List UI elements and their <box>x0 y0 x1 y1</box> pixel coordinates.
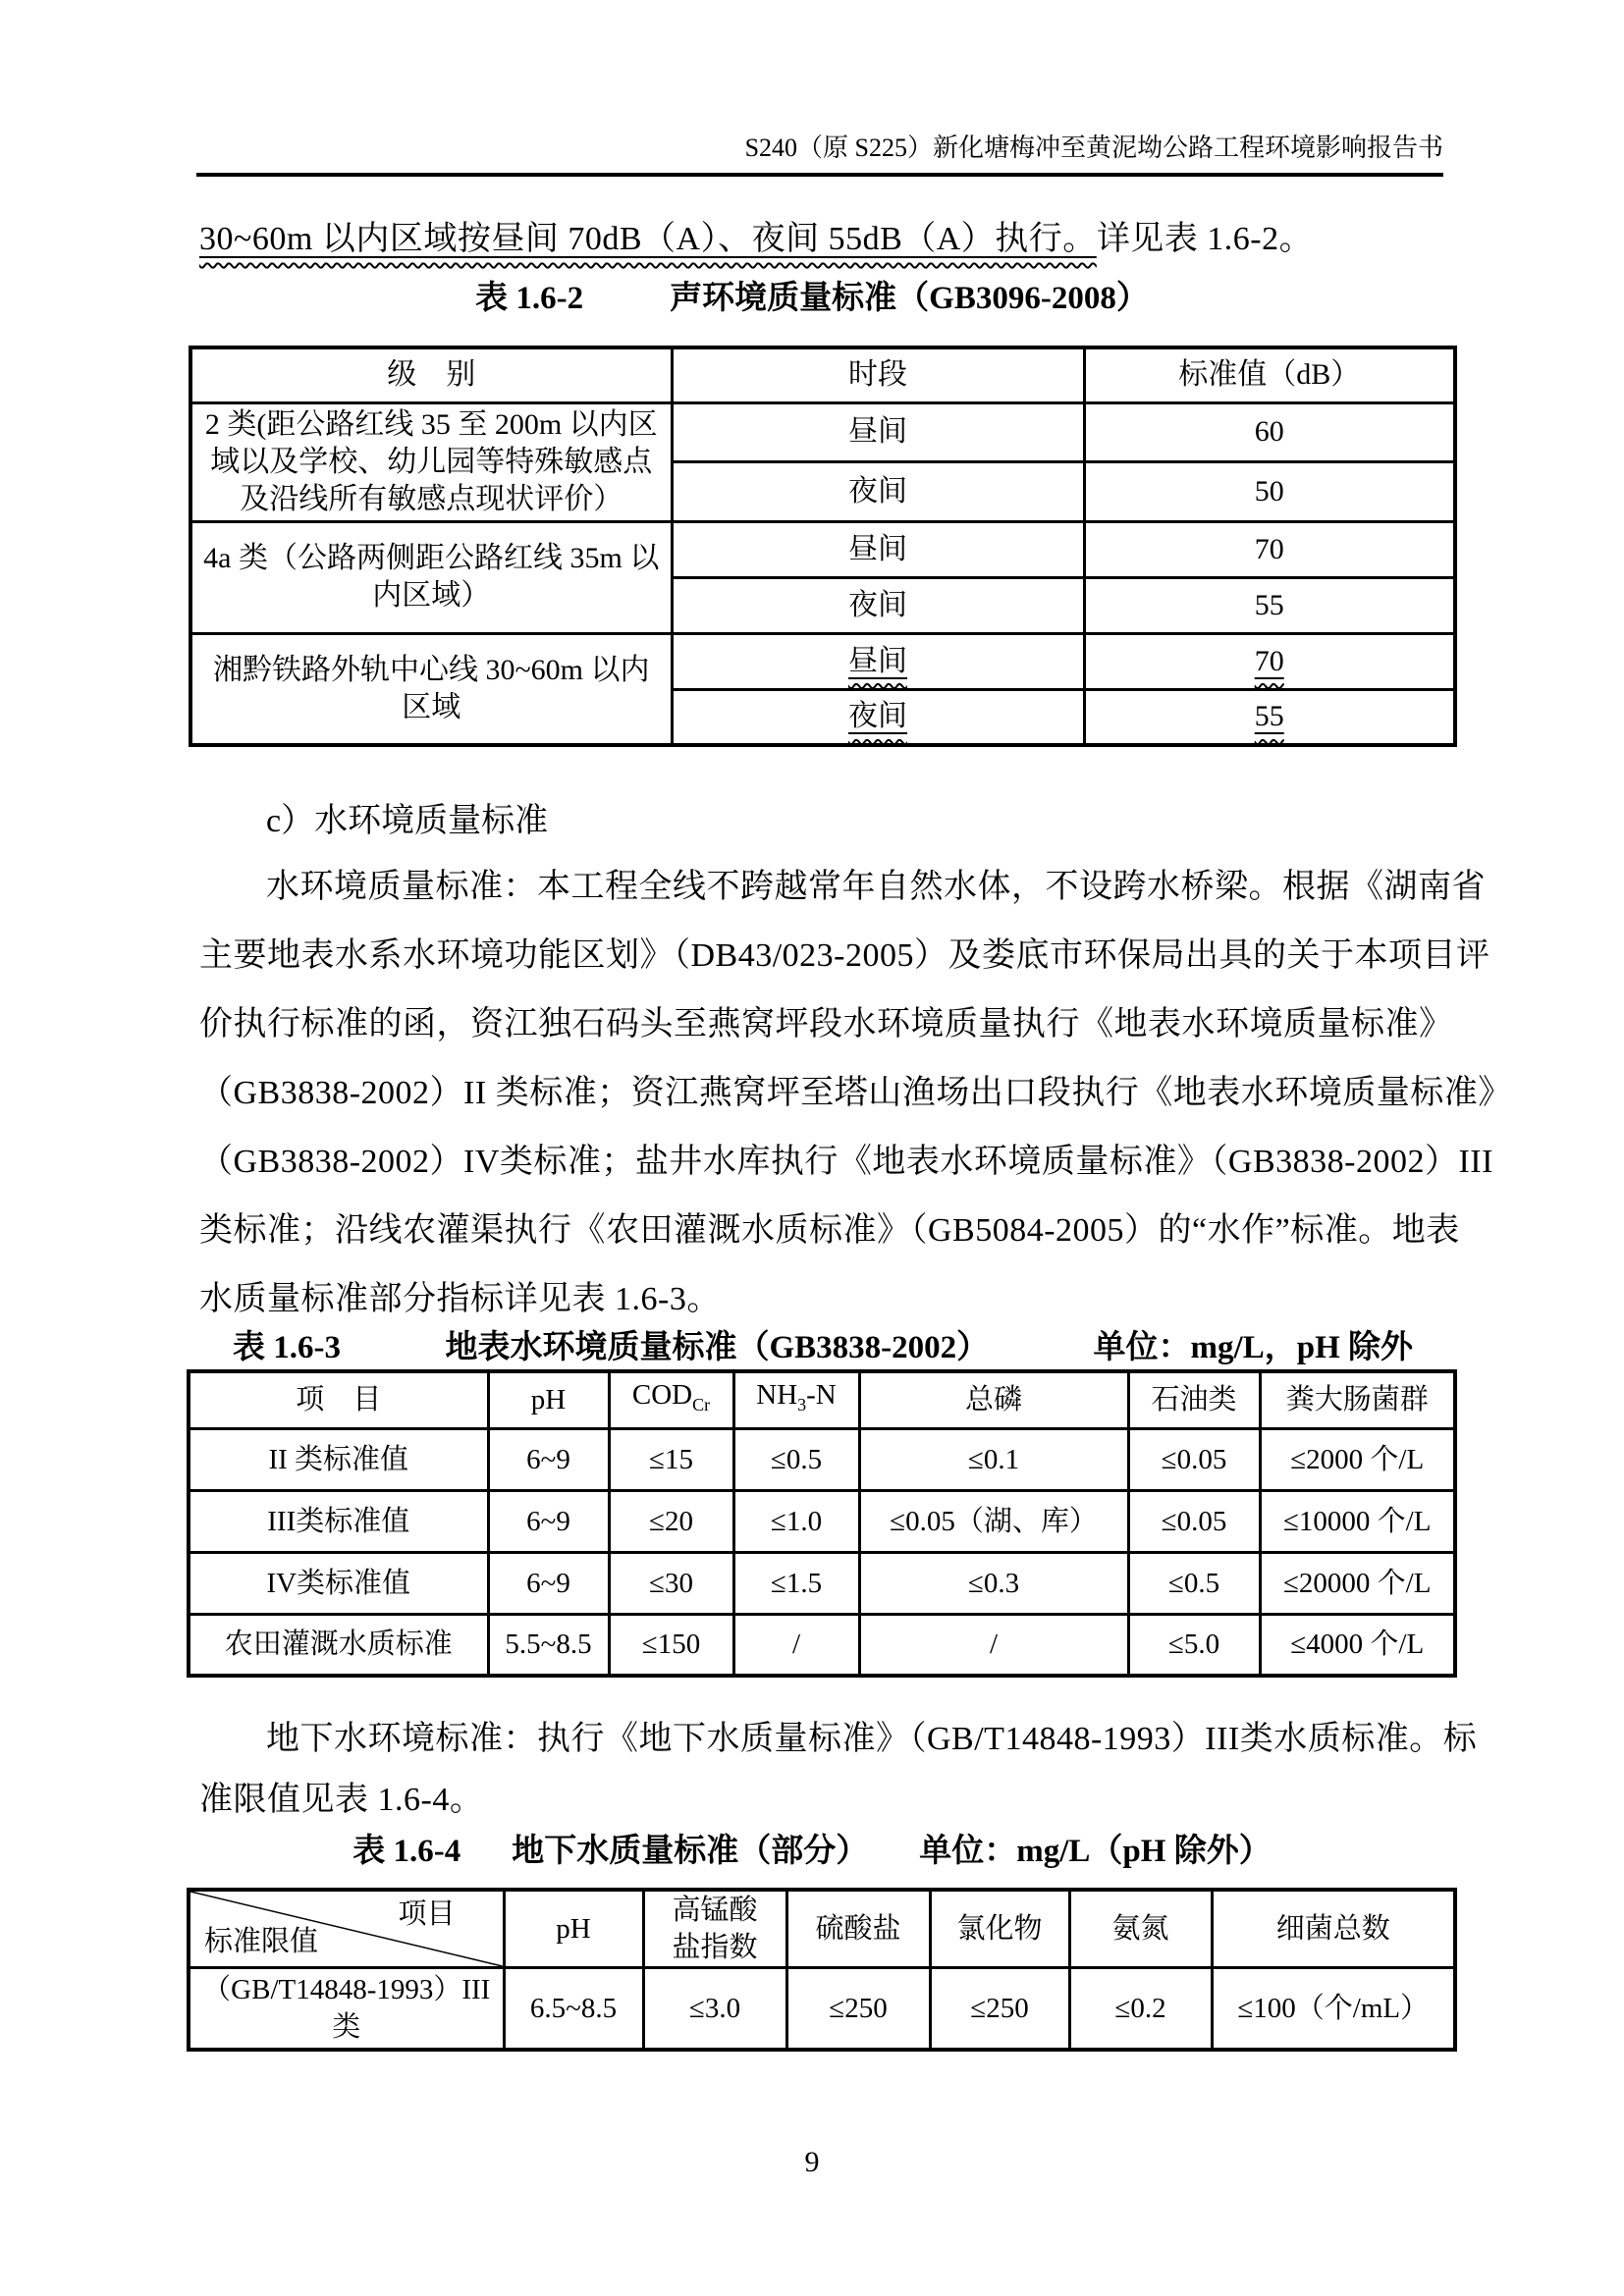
cell: / <box>733 1614 859 1676</box>
col-header-period: 时段 <box>672 347 1084 402</box>
ground-table-title-text: 地下水质量标准（部分） <box>512 1834 869 1869</box>
paragraph-line: 类标准；沿线农灌渠执行《农田灌溉水质标准》（GB5084-2005）的“水作”标准。地表 <box>199 1212 1460 1249</box>
col-header-ph: pH <box>504 1890 643 1968</box>
row-label: 农田灌溉水质标准 <box>189 1614 488 1676</box>
water-standard-paragraph <box>199 853 1512 1334</box>
table-row <box>189 1428 1455 1490</box>
cell: ≤15 <box>609 1428 733 1490</box>
table-row <box>189 1968 1455 2051</box>
paragraph-line: 地下水环境标准：执行《地下水质量标准》（GB/T14848-1993）III类水质标准。标 <box>266 1721 1478 1757</box>
value-cell: 60 <box>1084 402 1455 462</box>
row-label: IV类标准值 <box>189 1552 488 1614</box>
table-header-row <box>190 347 1455 402</box>
surface-table-label: 表 1.6-3 <box>233 1330 341 1365</box>
value-cell <box>1084 689 1455 745</box>
cell: ≤0.05 <box>1128 1428 1260 1490</box>
section-c-heading: c）水环境质量标准 <box>266 803 549 839</box>
groundwater-paragraph <box>199 1709 1478 1831</box>
cell: ≤5.0 <box>1128 1614 1260 1676</box>
col-header-item: 项 目 <box>189 1371 488 1428</box>
surface-table-title-text: 地表水环境质量标准（GB3838-2002） <box>445 1330 990 1365</box>
cell: ≤100（个/mL） <box>1212 1968 1455 2051</box>
paragraph-line: 水质量标准部分指标详见表 1.6-3。 <box>199 1281 721 1317</box>
underlined-value: 70 <box>1254 644 1284 677</box>
category-cell: 湘黔铁路外轨中心线 30~60m 以内区域 <box>190 633 672 745</box>
paragraph-line: （GB3838-2002）II 类标准；资江燕窝坪至塔山渔场出口段执行《地表水环境质量标准》 <box>199 1075 1512 1111</box>
col-header-value: 标准值（dB） <box>1084 347 1455 402</box>
intro-underlined-text: 30~60m 以内区域按昼间 70dB（A）、夜间 55dB（A）执行。 <box>199 221 1097 257</box>
col-header-permanganate: 高锰酸盐指数 <box>643 1890 786 1968</box>
noise-table-label: 表 1.6-2 <box>475 281 584 316</box>
table-row <box>190 633 1455 689</box>
cell: ≤0.5 <box>733 1428 859 1490</box>
corner-label-item: 项目 <box>398 1898 456 1930</box>
cell: 6~9 <box>488 1490 609 1552</box>
cell: ≤30 <box>609 1552 733 1614</box>
table-row <box>190 402 1455 462</box>
category-cell: 4a 类（公路两侧距公路红线 35m 以内区域） <box>190 521 672 633</box>
intro-underlined-wrap <box>199 221 1097 257</box>
cod-main: COD <box>631 1379 693 1412</box>
table-row <box>189 1552 1455 1614</box>
period-cell: 夜间 <box>672 462 1084 522</box>
document-header-title: S240（原 S225）新化塘梅冲至黄泥坳公路工程环境影响报告书 <box>744 133 1443 162</box>
cell: ≤250 <box>930 1968 1069 2051</box>
noise-table-title <box>0 279 1624 318</box>
col-header-coliform: 粪大肠菌群 <box>1260 1371 1455 1428</box>
cell: ≤150 <box>609 1614 733 1676</box>
underlined-period: 昼间 <box>848 644 907 677</box>
value-cell <box>1084 633 1455 689</box>
surface-water-table <box>187 1369 1457 1678</box>
cod-sub: Cr <box>692 1395 711 1415</box>
surface-table-title <box>233 1328 1413 1367</box>
col-header-ph: pH <box>488 1371 609 1428</box>
groundwater-table <box>187 1888 1457 2052</box>
cell: ≤0.3 <box>859 1552 1128 1614</box>
header-rule <box>196 173 1443 177</box>
cell: ≤2000 个/L <box>1260 1428 1455 1490</box>
underlined-value: 55 <box>1254 700 1284 733</box>
cell: ≤3.0 <box>643 1968 786 2051</box>
col-header-cod <box>609 1371 733 1428</box>
cell: ≤1.0 <box>733 1490 859 1552</box>
cell: 6~9 <box>488 1552 609 1614</box>
ground-table-label: 表 1.6-4 <box>352 1834 461 1869</box>
col-header-tp: 总磷 <box>859 1371 1128 1428</box>
cell: ≤0.05（湖、库） <box>859 1490 1128 1552</box>
period-cell <box>672 633 1084 689</box>
paragraph-line: 水环境质量标准：本工程全线不跨越常年自然水体，不设跨水桥梁。根据《湖南省 <box>266 869 1486 905</box>
col-header-nh3n <box>733 1371 859 1428</box>
ground-table-title <box>0 1833 1624 1870</box>
col-header-sulfate: 硫酸盐 <box>786 1890 930 1968</box>
col-header-category: 级 别 <box>190 347 672 402</box>
cell: ≤4000 个/L <box>1260 1614 1455 1676</box>
period-cell: 昼间 <box>672 521 1084 577</box>
document-header <box>196 132 1443 165</box>
ground-table-unit: 单位：mg/L（pH 除外） <box>919 1834 1272 1869</box>
col-header-ammonia: 氨氮 <box>1069 1890 1212 1968</box>
table-row <box>190 521 1455 577</box>
cell: 5.5~8.5 <box>488 1614 609 1676</box>
cell: ≤0.5 <box>1128 1552 1260 1614</box>
nh-main: NH <box>756 1379 798 1412</box>
table-row <box>189 1614 1455 1676</box>
period-cell <box>672 689 1084 745</box>
paragraph-line: 准限值见表 1.6-4。 <box>199 1782 484 1818</box>
paragraph-line: （GB3838-2002）IV类标准；盐井水库执行《地表水环境质量标准》（GB3838-2002）III <box>199 1144 1493 1180</box>
value-cell: 50 <box>1084 462 1455 522</box>
period-cell: 昼间 <box>672 402 1084 462</box>
cell: ≤10000 个/L <box>1260 1490 1455 1552</box>
cell: ≤20000 个/L <box>1260 1552 1455 1614</box>
paragraph-line: 主要地表水系水环境功能区划》（DB43/023-2005）及娄底市环保局出具的关于本项目评 <box>199 937 1490 974</box>
row-label: III类标准值 <box>189 1490 488 1552</box>
nh-tail: -N <box>806 1379 837 1412</box>
category-cell: 2 类(距公路红线 35 至 200m 以内区域以及学校、幼儿园等特殊敏感点及沿线所有敏感点现状评价） <box>190 402 672 521</box>
table-header-row <box>189 1890 1455 1968</box>
page-number: 9 <box>804 2146 820 2178</box>
cell: ≤0.1 <box>859 1428 1128 1490</box>
table-row <box>189 1490 1455 1552</box>
cell: ≤1.5 <box>733 1552 859 1614</box>
intro-rest-text: 详见表 1.6-2。 <box>1096 221 1314 257</box>
underlined-period: 夜间 <box>848 700 907 733</box>
period-cell: 夜间 <box>672 577 1084 633</box>
cell: ≤0.05 <box>1128 1490 1260 1552</box>
noise-table-title-text: 声环境质量标准（GB3096-2008） <box>670 281 1149 316</box>
nh-sub: 3 <box>797 1395 807 1415</box>
cell: / <box>859 1614 1128 1676</box>
table-header-row <box>189 1371 1455 1428</box>
cell: 6.5~8.5 <box>504 1968 643 2051</box>
row-label: （GB/T14848-1993）III类 <box>189 1968 504 2051</box>
cell: 6~9 <box>488 1428 609 1490</box>
col-header-oil: 石油类 <box>1128 1371 1260 1428</box>
value-cell: 55 <box>1084 577 1455 633</box>
noise-standard-table <box>189 346 1457 747</box>
cell: ≤250 <box>786 1968 930 2051</box>
cell: ≤20 <box>609 1490 733 1552</box>
value-cell: 70 <box>1084 521 1455 577</box>
paragraph-line: 价执行标准的函，资江独石码头至燕窝坪段水环境质量执行《地表水环境质量标准》 <box>199 1006 1453 1042</box>
corner-label-limit: 标准限值 <box>204 1926 319 1957</box>
intro-paragraph <box>199 218 1443 261</box>
col-header-chloride: 氯化物 <box>930 1890 1069 1968</box>
corner-header-cell <box>189 1890 504 1968</box>
row-label: II 类标准值 <box>189 1428 488 1490</box>
col-header-bacteria: 细菌总数 <box>1212 1890 1455 1968</box>
cell: ≤0.2 <box>1069 1968 1212 2051</box>
surface-table-unit: 单位：mg/L，pH 除外 <box>1093 1330 1413 1365</box>
